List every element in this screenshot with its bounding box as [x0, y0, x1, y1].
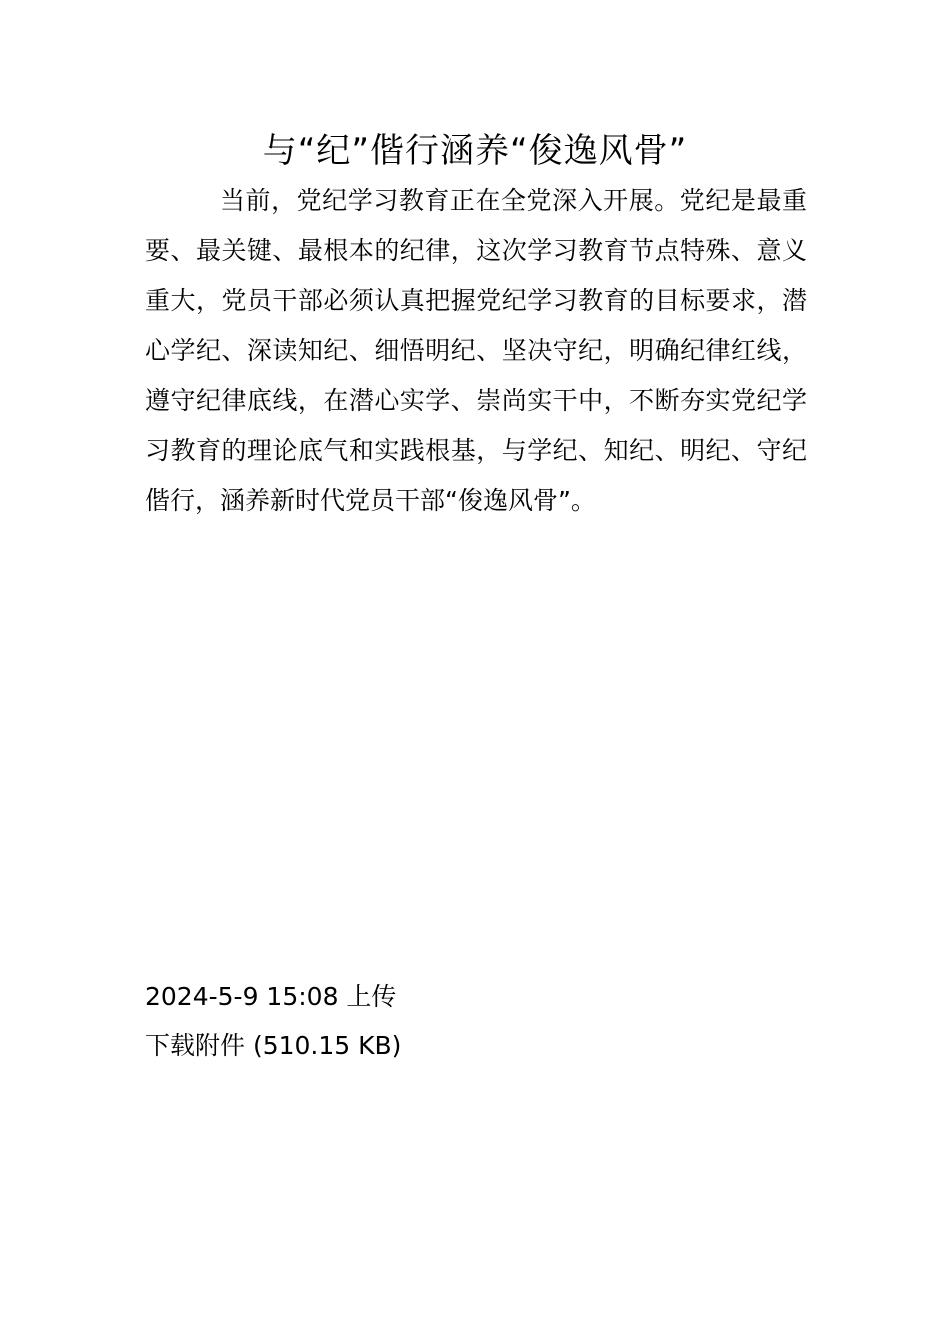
upload-timestamp: 2024-5-9 15:08 上传 — [145, 982, 397, 1011]
document-body: 当前，党纪学习教育正在全党深入开展。党纪是最重要、最关键、最根本的纪律，这次学习教育节点特殊、意义重大，党员干部必须认真把握党纪学习教育的目标要求，潜心学纪、深读知纪、细悟明纪、坚决守纪，明确纪律红线，遵守纪律底线，在潜心实学、崇尚实干中，不断夯实党纪学习教育的理论底气和实践根基，与学纪、知纪、明纪、守纪偕行，涵养新时代党员干部“俊逸风骨”。 — [145, 186, 807, 515]
document-title: 与“纪”偕行涵养“俊逸风骨” — [262, 131, 688, 171]
download-attachment-link[interactable]: 下载附件 (510.15 KB) — [145, 1031, 402, 1060]
